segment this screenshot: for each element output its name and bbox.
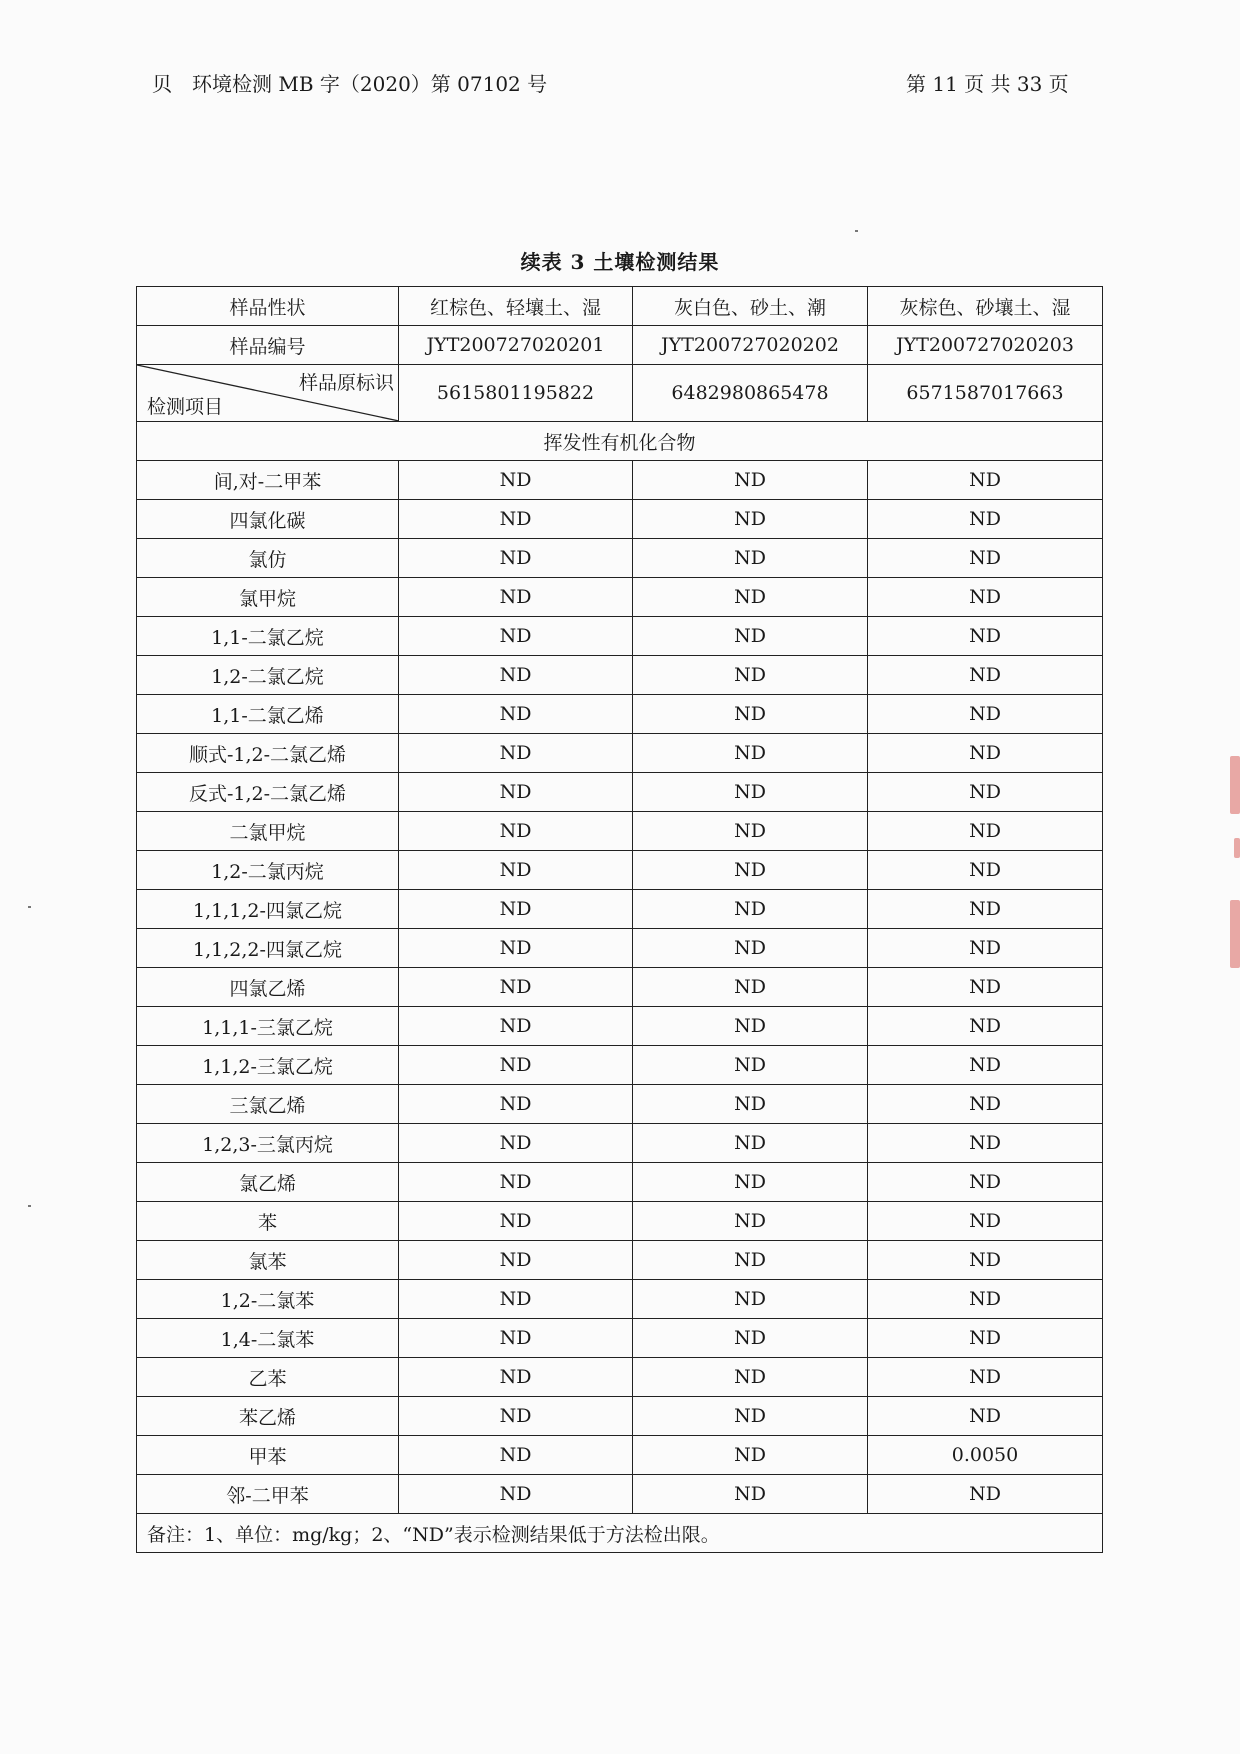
- result-value: ND: [868, 1007, 1103, 1046]
- result-value: ND: [633, 734, 868, 773]
- result-value: ND: [633, 1241, 868, 1280]
- result-value: ND: [868, 1475, 1103, 1514]
- compound-name: 1,4-二氯苯: [137, 1319, 399, 1358]
- result-value: ND: [399, 539, 633, 578]
- result-value: ND: [633, 578, 868, 617]
- table-row: [137, 812, 1103, 851]
- table-row: [137, 1202, 1103, 1241]
- compound-name: 苯: [137, 1202, 399, 1241]
- result-value: ND: [633, 1007, 868, 1046]
- result-value: ND: [399, 695, 633, 734]
- compound-name: 氯乙烯: [137, 1163, 399, 1202]
- result-value: ND: [399, 1319, 633, 1358]
- result-value: ND: [633, 890, 868, 929]
- table-row: [137, 1436, 1103, 1475]
- result-value: ND: [399, 968, 633, 1007]
- result-value: ND: [633, 1046, 868, 1085]
- table-row: [137, 968, 1103, 1007]
- compound-name: 1,2-二氯丙烷: [137, 851, 399, 890]
- compound-name: 氯仿: [137, 539, 399, 578]
- result-value: ND: [633, 1280, 868, 1319]
- result-value: ND: [633, 1202, 868, 1241]
- result-value: ND: [633, 500, 868, 539]
- result-value: ND: [399, 773, 633, 812]
- table-row: [137, 617, 1103, 656]
- result-value: ND: [868, 1358, 1103, 1397]
- result-value: ND: [399, 1085, 633, 1124]
- compound-name: 1,1,2,2-四氯乙烷: [137, 929, 399, 968]
- compound-name: 氯甲烷: [137, 578, 399, 617]
- sample-3-orig-id: 6571587017663: [868, 365, 1103, 422]
- table-row: [137, 656, 1103, 695]
- result-value: ND: [868, 578, 1103, 617]
- table-row: [137, 890, 1103, 929]
- result-value: ND: [868, 1241, 1103, 1280]
- scan-speck: [28, 1205, 31, 1207]
- table-row: [137, 1280, 1103, 1319]
- result-value: ND: [399, 617, 633, 656]
- item-label: 检测项目: [147, 396, 224, 418]
- sample-3-traits: 灰棕色、砂壤土、湿: [868, 287, 1103, 326]
- result-value: ND: [399, 1046, 633, 1085]
- table-row: [137, 500, 1103, 539]
- sample-2-orig-id: 6482980865478: [633, 365, 868, 422]
- result-value: ND: [868, 1397, 1103, 1436]
- number-row: [137, 326, 1103, 365]
- table-row: [137, 851, 1103, 890]
- page-counter: 第 11 页 共 33 页: [906, 72, 1069, 96]
- result-value: ND: [633, 773, 868, 812]
- table-row: [137, 1046, 1103, 1085]
- section-row: [137, 422, 1103, 461]
- sample-1-number: JYT200727020201: [399, 326, 633, 365]
- result-value: ND: [633, 851, 868, 890]
- result-value: ND: [633, 656, 868, 695]
- result-value: ND: [633, 968, 868, 1007]
- compound-name: 四氯乙烯: [137, 968, 399, 1007]
- sample-3-number: JYT200727020203: [868, 326, 1103, 365]
- result-value: ND: [868, 734, 1103, 773]
- result-value: ND: [399, 500, 633, 539]
- result-value: ND: [399, 1124, 633, 1163]
- table-row: [137, 1397, 1103, 1436]
- result-value: ND: [868, 1124, 1103, 1163]
- result-value: ND: [633, 929, 868, 968]
- compound-name: 1,1-二氯乙烷: [137, 617, 399, 656]
- sample-2-traits: 灰白色、砂土、潮: [633, 287, 868, 326]
- number-label: 样品编号: [137, 326, 399, 365]
- result-value: ND: [633, 1436, 868, 1475]
- result-value: ND: [633, 1163, 868, 1202]
- sample-1-traits: 红棕色、轻壤土、湿: [399, 287, 633, 326]
- result-value: ND: [633, 617, 868, 656]
- scan-speck: [855, 230, 858, 232]
- result-value: ND: [399, 461, 633, 500]
- compound-name: 甲苯: [137, 1436, 399, 1475]
- result-value: ND: [399, 1202, 633, 1241]
- compound-name: 顺式-1,2-二氯乙烯: [137, 734, 399, 773]
- result-value: ND: [633, 1358, 868, 1397]
- result-value: ND: [399, 1163, 633, 1202]
- result-value: ND: [633, 539, 868, 578]
- result-value: ND: [868, 773, 1103, 812]
- result-value: ND: [868, 812, 1103, 851]
- table-row: [137, 773, 1103, 812]
- result-value: ND: [633, 1124, 868, 1163]
- compound-name: 四氯化碳: [137, 500, 399, 539]
- result-value: ND: [868, 695, 1103, 734]
- table-row: [137, 929, 1103, 968]
- sample-1-orig-id: 5615801195822: [399, 365, 633, 422]
- result-value: ND: [633, 1475, 868, 1514]
- result-value: ND: [868, 1280, 1103, 1319]
- result-value: ND: [868, 539, 1103, 578]
- orig-id-row: [137, 365, 1103, 422]
- compound-name: 1,2-二氯苯: [137, 1280, 399, 1319]
- result-value: ND: [633, 461, 868, 500]
- table-row: [137, 1124, 1103, 1163]
- result-value: ND: [868, 1319, 1103, 1358]
- table-row: [137, 539, 1103, 578]
- compound-name: 1,2,3-三氯丙烷: [137, 1124, 399, 1163]
- result-value: ND: [633, 812, 868, 851]
- result-value: ND: [868, 929, 1103, 968]
- result-value: ND: [868, 1163, 1103, 1202]
- result-value: ND: [868, 1202, 1103, 1241]
- note-row: [137, 1514, 1103, 1553]
- compound-name: 二氯甲烷: [137, 812, 399, 851]
- sample-2-number: JYT200727020202: [633, 326, 868, 365]
- table-row: [137, 1358, 1103, 1397]
- result-value: ND: [399, 812, 633, 851]
- result-value: ND: [633, 695, 868, 734]
- result-value: ND: [633, 1085, 868, 1124]
- table-title: 续表 3 土壤检测结果: [520, 250, 720, 274]
- table-row: [137, 1241, 1103, 1280]
- result-value: ND: [868, 1046, 1103, 1085]
- traits-row: [137, 287, 1103, 326]
- result-value: ND: [633, 1397, 868, 1436]
- compound-name: 1,1,2-三氯乙烷: [137, 1046, 399, 1085]
- table-row: [137, 1163, 1103, 1202]
- result-value: ND: [633, 1319, 868, 1358]
- compound-name: 间,对-二甲苯: [137, 461, 399, 500]
- result-value: 0.0050: [868, 1436, 1103, 1475]
- result-value: ND: [868, 851, 1103, 890]
- result-value: ND: [399, 578, 633, 617]
- compound-name: 三氯乙烯: [137, 1085, 399, 1124]
- result-value: ND: [868, 968, 1103, 1007]
- result-value: ND: [399, 929, 633, 968]
- result-value: ND: [868, 656, 1103, 695]
- result-value: ND: [399, 734, 633, 773]
- table-row: [137, 461, 1103, 500]
- result-value: ND: [868, 890, 1103, 929]
- result-value: ND: [399, 890, 633, 929]
- compound-name: 氯苯: [137, 1241, 399, 1280]
- compound-name: 乙苯: [137, 1358, 399, 1397]
- compound-name: 邻-二甲苯: [137, 1475, 399, 1514]
- scan-speck: [28, 906, 31, 908]
- result-value: ND: [399, 1436, 633, 1475]
- result-value: ND: [868, 500, 1103, 539]
- result-value: ND: [399, 1397, 633, 1436]
- table-row: [137, 1475, 1103, 1514]
- section-title: 挥发性有机化合物: [137, 422, 1103, 461]
- compound-name: 1,1-二氯乙烯: [137, 695, 399, 734]
- table-row: [137, 734, 1103, 773]
- seal-fragment: [1234, 838, 1240, 858]
- result-value: ND: [399, 1241, 633, 1280]
- result-value: ND: [399, 1475, 633, 1514]
- result-value: ND: [399, 851, 633, 890]
- result-value: ND: [399, 656, 633, 695]
- report-number: 贝 环境检测 MB 字（2020）第 07102 号: [152, 72, 548, 96]
- compound-name: 1,1,1-三氯乙烷: [137, 1007, 399, 1046]
- table-body: [137, 287, 1103, 1553]
- seal-fragment: [1230, 756, 1240, 814]
- result-value: ND: [868, 1085, 1103, 1124]
- orig-id-label: 样品原标识: [298, 372, 394, 394]
- result-value: ND: [868, 461, 1103, 500]
- traits-label: 样品性状: [137, 287, 399, 326]
- seal-fragment: [1230, 900, 1240, 968]
- result-value: ND: [399, 1280, 633, 1319]
- compound-name: 1,2-二氯乙烷: [137, 656, 399, 695]
- table-row: [137, 578, 1103, 617]
- soil-results-table: [136, 286, 1103, 1553]
- diagonal-header-cell: [137, 365, 399, 422]
- result-value: ND: [399, 1007, 633, 1046]
- compound-name: 1,1,1,2-四氯乙烷: [137, 890, 399, 929]
- compound-name: 反式-1,2-二氯乙烯: [137, 773, 399, 812]
- result-value: ND: [399, 1358, 633, 1397]
- table-row: [137, 1085, 1103, 1124]
- table-note: 备注：1、单位：mg/kg；2、“ND”表示检测结果低于方法检出限。: [137, 1514, 1103, 1553]
- table-row: [137, 1007, 1103, 1046]
- table-row: [137, 1319, 1103, 1358]
- compound-name: 苯乙烯: [137, 1397, 399, 1436]
- result-value: ND: [868, 617, 1103, 656]
- table-row: [137, 695, 1103, 734]
